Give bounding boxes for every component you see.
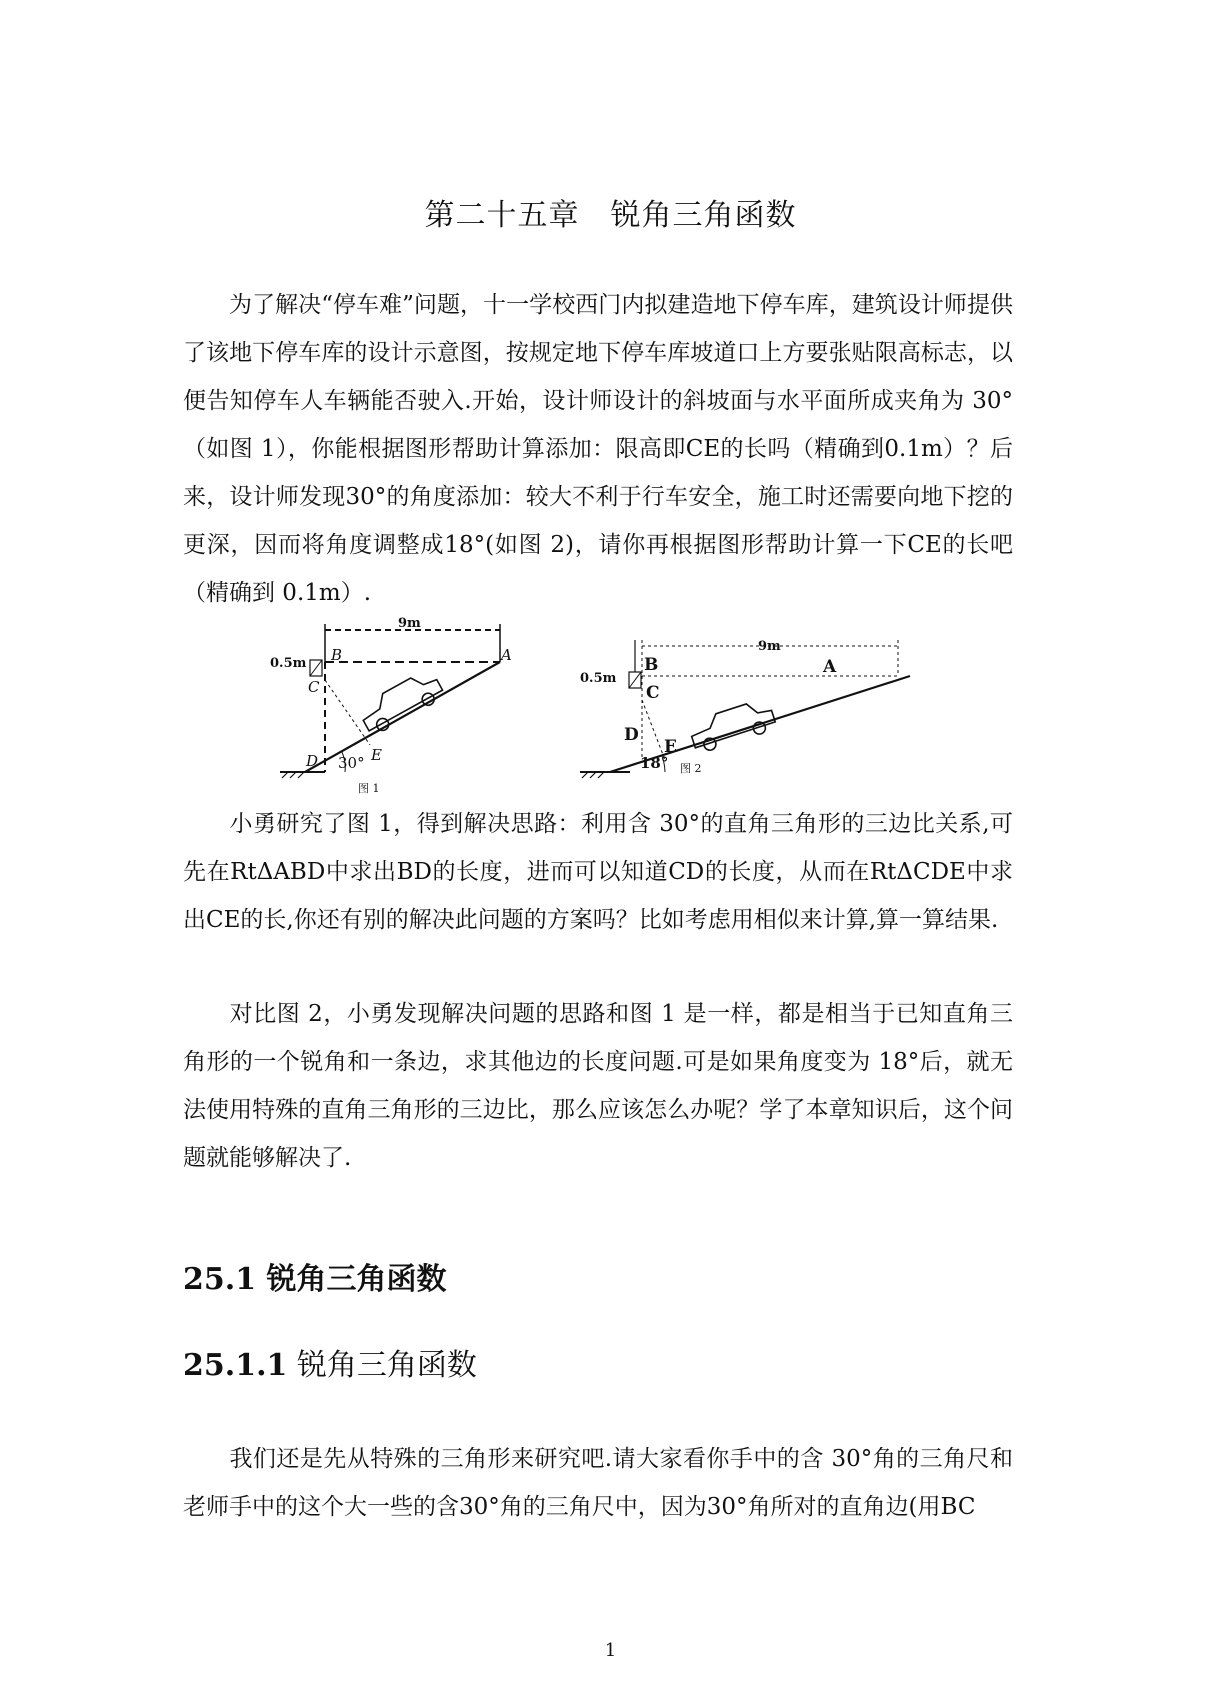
- fig1-label-A: A: [501, 646, 512, 664]
- fig2-label-B: B: [644, 655, 659, 675]
- intro-paragraph: [183, 281, 1013, 617]
- fig2-label-C: C: [646, 683, 660, 703]
- paragraph-3-text: 对比图 2，小勇发现解决问题的思路和图 1 是一样，都是相当于已知直角三角形的一个锐角和一条边，求其他边的长度问题.可是如果角度变为 18°后，就无法使用特殊的直角三角形的三边比，那么应该怎么办呢？学了本章知识后，这个问题就能够解决了.: [183, 1001, 1013, 1171]
- subsection-heading: [183, 1340, 477, 1384]
- subsection-title: 锐角三角函数: [287, 1348, 477, 1383]
- fig1-slope: [305, 662, 500, 772]
- fig1-caption: 图 1: [358, 782, 380, 795]
- figure-pair: [270, 610, 930, 800]
- fig1-label-05m: 0.5m: [270, 656, 307, 671]
- fig1-label-C: C: [308, 678, 320, 696]
- paragraph-2-text: 小勇研究了图 1，得到解决思路：利用含 30°的直角三角形的三边比关系,可先在RtΔABD中求出BD的长度，进而可以知道CD的长度，从而在RtΔCDE中求出CE的长,你还有别的解决此问题的方案吗？比如考虑用相似来计算,算一算结果.: [183, 811, 1013, 933]
- fig2-caption: 图 2: [680, 762, 702, 775]
- intro-text: 为了解决“停车难”问题，十一学校西门内拟建造地下停车库，建筑设计师提供了该地下停车库的设计示意图，按规定地下停车库坡道口上方要张贴限高标志，以便告知停车人车辆能否驶入.开始，设计师设计的斜坡面与水平面所成夹角为 30°（如图 1），你能根据图形帮助计算添加：限高即CE的长吗（精确到0.1m）？后来，设计师发现30°的角度添加：较大不利于行车安全，施工时还需要向地下挖的更深，因而将角度调整成18°(如图 2)，请你再根据图形帮助计算一下CE的长吧（精确到 0.1m）.: [183, 292, 1013, 606]
- subsection-number: 25.1.1: [183, 1348, 288, 1383]
- fig2-label-A: A: [823, 657, 837, 677]
- fig2-car-icon: [687, 697, 777, 754]
- fig1-labels: [270, 616, 512, 795]
- paragraph-4: [183, 1435, 1013, 1531]
- figure-2: [580, 640, 910, 778]
- fig1-line-CE: [325, 680, 370, 745]
- figures: [270, 610, 930, 800]
- chapter-title: 第二十五章 锐角三角函数: [424, 198, 797, 233]
- paragraph-3: [183, 990, 1013, 1182]
- fig1-label-B: B: [331, 646, 343, 664]
- section-heading: 25.1 锐角三角函数: [183, 1262, 447, 1297]
- fig2-line-CE: [642, 700, 665, 760]
- paragraph-2: [183, 800, 1013, 944]
- fig2-label-angle: 18°: [640, 754, 669, 772]
- fig1-car-icon: [356, 667, 445, 737]
- fig2-label-05m: 0.5m: [580, 671, 617, 686]
- fig1-label-D: D: [306, 752, 319, 770]
- fig2-label-D: D: [624, 725, 639, 745]
- fig2-label-9m: 9m: [758, 639, 781, 654]
- fig2-label-E: E: [664, 737, 677, 757]
- fig1-label-E: E: [371, 746, 382, 764]
- page-number: 1: [604, 1640, 617, 1661]
- fig2-labels: [580, 639, 837, 775]
- fig1-label-angle: 30°: [338, 754, 365, 772]
- paragraph-4-text: 我们还是先从特殊的三角形来研究吧.请大家看你手中的含 30°角的三角尺和老师手中的这个大一些的含30°角的三角尺中，因为30°角所对的直角边(用BC: [183, 1446, 1013, 1520]
- fig1-label-9m: 9m: [398, 616, 421, 631]
